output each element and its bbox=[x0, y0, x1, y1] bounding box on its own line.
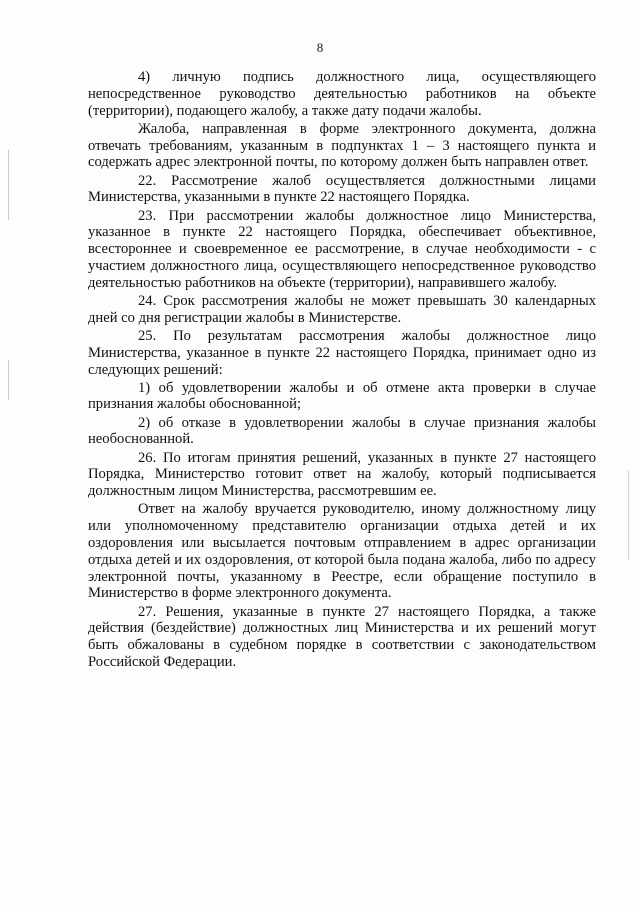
paragraph-decision-1: 1) об удовлетворении жалобы и об отмене акта проверки в случае признания жалобы обоснованной; bbox=[88, 379, 596, 413]
paragraph-23: 23. При рассмотрении жалобы должностное лицо Министерства, указанное в пункте 22 настоящего Порядка, обеспечивает объективное, всестороннее и своевременное ее рассмотрение, в случае необходимости - с участием должностного лица, осуществляющего непосредственное руководство деятельностью работников на объекте (территории), направившего жалобу. bbox=[88, 207, 596, 291]
page-number: 8 bbox=[316, 40, 324, 55]
document-body bbox=[88, 69, 596, 672]
scan-edge-mark bbox=[8, 360, 9, 400]
scan-edge-mark bbox=[8, 150, 9, 220]
paragraph-electronic-complaint: Жалоба, направленная в форме электронного документа, должна отвечать требованиям, указанным в подпунктах 1 – 3 настоящего пункта и содержать адрес электронной почты, по которому должен быть направлен ответ. bbox=[88, 120, 596, 171]
paragraph-decision-2: 2) об отказе в удовлетворении жалобы в случае признания жалобы необоснованной. bbox=[88, 414, 596, 448]
paragraph-22: 22. Рассмотрение жалоб осуществляется должностными лицами Министерства, указанными в пункте 22 настоящего Порядка. bbox=[88, 172, 596, 206]
paragraph-item-4-signature: 4) личную подпись должностного лица, осуществляющего непосредственное руководство деятельностью работников на объекте (территории), подающего жалобу, а также дату подачи жалобы. bbox=[88, 69, 596, 119]
paragraph-25: 25. По результатам рассмотрения жалобы должностное лицо Министерства, указанное в пункте 22 настоящего Порядка, принимает одно из следующих решений: bbox=[88, 327, 596, 378]
scan-edge-mark bbox=[628, 470, 629, 560]
paragraph-27: 27. Решения, указанные в пункте 27 настоящего Порядка, а также действия (бездействие) должностных лиц Министерства и их решений могут быть обжалованы в судебном порядке в соответствии с законодательством Российской Федерации. bbox=[88, 603, 596, 670]
paragraph-response-delivery: Ответ на жалобу вручается руководителю, иному должностному лицу или уполномоченному представителю организации отдыха детей и их оздоровления или высылается почтовым отправлением в адрес организации отдыха детей и их оздоровления, от которой была подана жалоба, либо по адресу электронной почты, указанному в Реестре, если обращение поступило в Министерство в форме электронного документа. bbox=[88, 501, 596, 602]
paragraph-26: 26. По итогам принятия решений, указанных в пункте 27 настоящего Порядка, Министерство готовит ответ на жалобу, который подписывается должностным лицом Министерства, рассмотревшим ее. bbox=[88, 449, 596, 500]
paragraph-24: 24. Срок рассмотрения жалобы не может превышать 30 календарных дней со дня регистрации жалобы в Министерстве. bbox=[88, 292, 596, 326]
